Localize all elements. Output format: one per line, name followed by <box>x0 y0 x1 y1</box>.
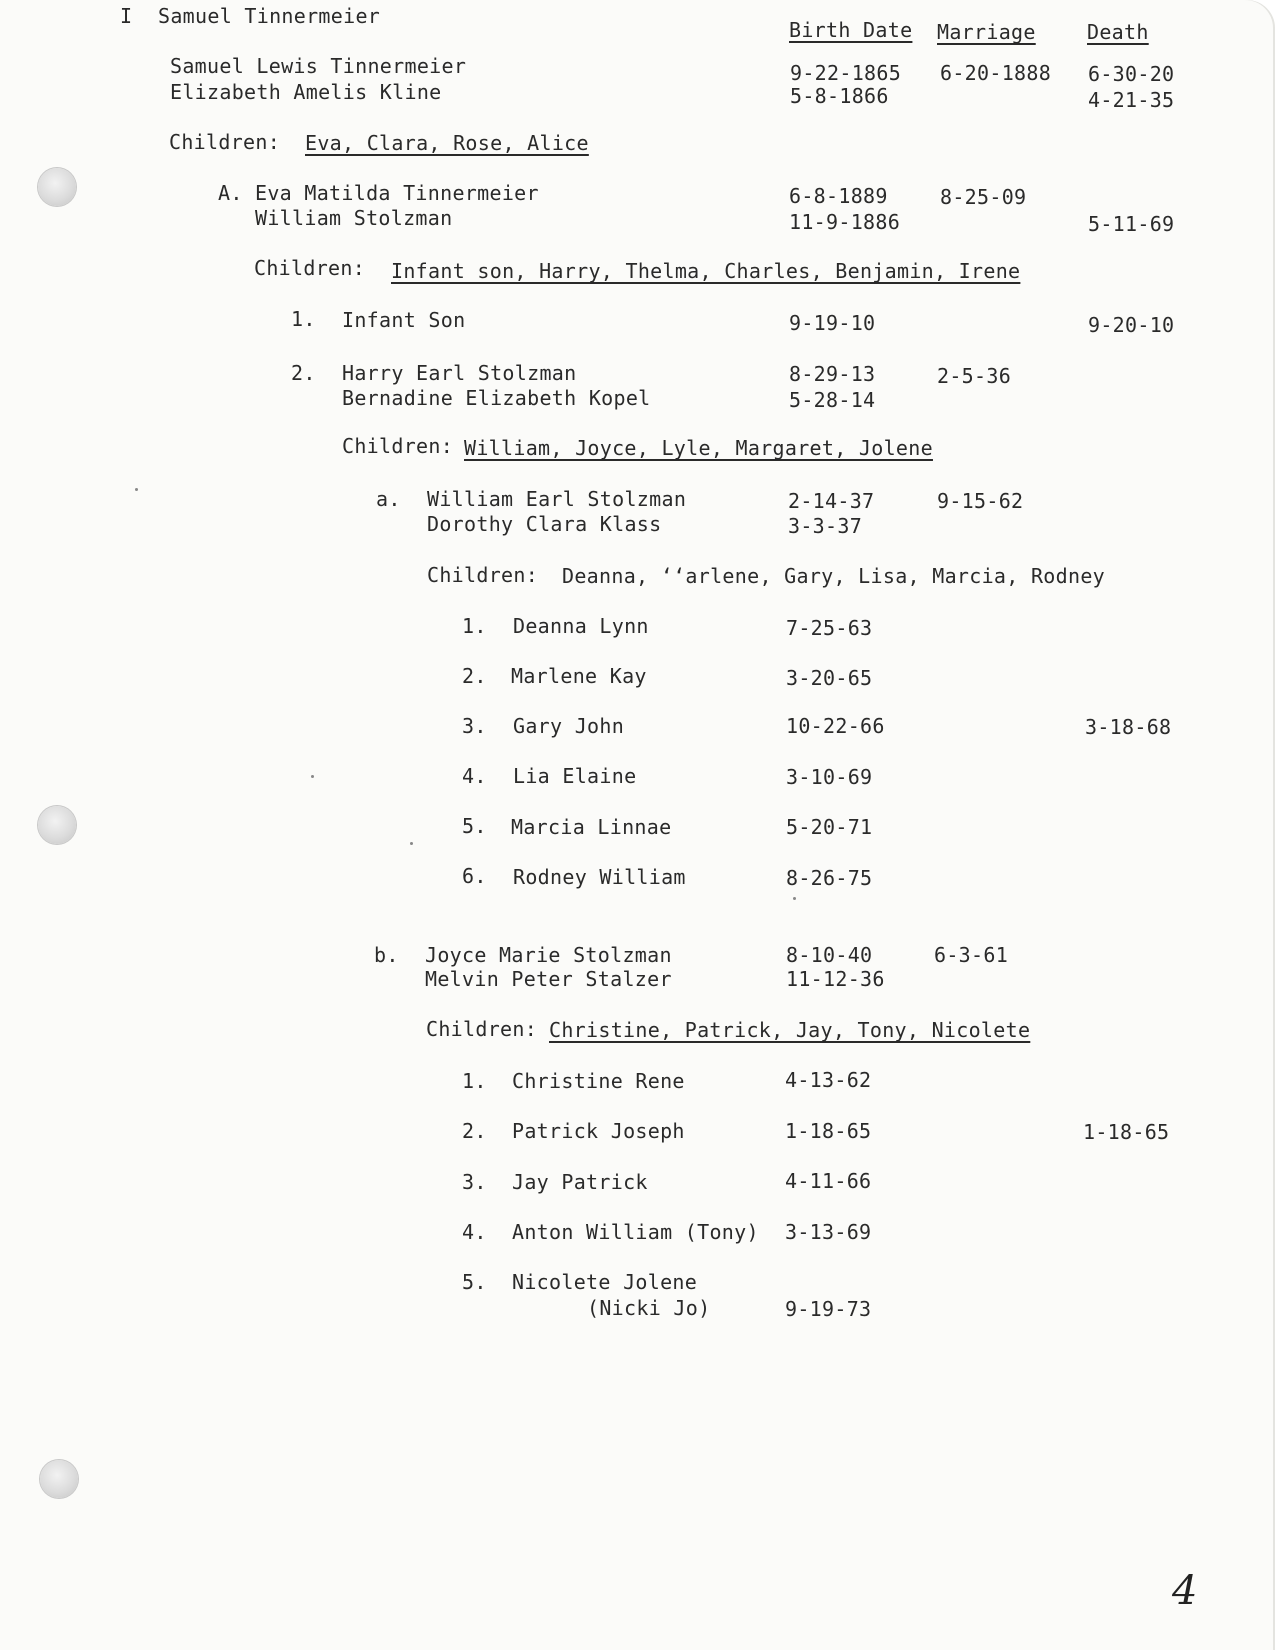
birth-date: 4-11-66 <box>785 1169 872 1193</box>
binder-hole-middle <box>38 806 76 844</box>
person-name: Eva Matilda Tinnermeier <box>255 181 539 205</box>
child-marker: 6. <box>462 864 487 888</box>
child-marker: 3. <box>462 714 487 738</box>
child-name: Marlene Kay <box>511 664 647 688</box>
person-name: Samuel Lewis Tinnermeier <box>170 54 467 78</box>
birth-date: 3-3-37 <box>788 514 863 538</box>
person-name: William Earl Stolzman <box>427 487 687 511</box>
child-name: Anton William (Tony) <box>512 1220 759 1244</box>
child-marker: 4. <box>462 764 487 788</box>
children-label: Children: <box>426 1017 538 1041</box>
birth-date: 7-25-63 <box>786 616 873 640</box>
person-name: Harry Earl Stolzman <box>342 361 577 385</box>
marriage-date: 8-25-09 <box>940 185 1027 209</box>
marriage-date: 6-20-1888 <box>940 61 1052 85</box>
birth-date: 5-28-14 <box>789 388 876 412</box>
birth-date: 3-13-69 <box>785 1220 872 1244</box>
entry-marker: b. <box>374 943 399 967</box>
birth-date: 8-29-13 <box>789 362 876 386</box>
person-name: Bernadine Elizabeth Kopel <box>342 386 651 410</box>
children-list: Christine, Patrick, Jay, Tony, Nicolete <box>549 1018 1031 1042</box>
birth-date: 10-22-66 <box>786 714 885 738</box>
birth-date: 6-8-1889 <box>789 184 888 208</box>
person-name: Melvin Peter Stalzer <box>425 967 672 991</box>
birth-date: 8-26-75 <box>786 866 873 890</box>
children-label: Children: <box>427 563 539 587</box>
paper-speck <box>135 488 138 491</box>
birth-date: 3-10-69 <box>786 765 873 789</box>
children-list: Deanna, ‘‘arlene, Gary, Lisa, Marcia, Rodney <box>562 564 1106 588</box>
birth-date: 11-12-36 <box>786 967 885 991</box>
binder-hole-bottom <box>40 1460 78 1498</box>
child-name: Nicolete Jolene <box>512 1270 698 1294</box>
child-marker: 2. <box>462 1119 487 1143</box>
death-date: 4-21-35 <box>1088 88 1175 112</box>
column-header-death: Death <box>1087 20 1149 44</box>
birth-date: 5-8-1866 <box>790 84 889 108</box>
person-name: Elizabeth Amelis Kline <box>170 80 442 104</box>
person-name: Infant Son <box>342 308 466 332</box>
entry-marker: 2. <box>291 361 316 385</box>
death-date: 9-20-10 <box>1088 313 1175 337</box>
paper-speck <box>311 775 314 778</box>
child-marker: 5. <box>462 814 487 838</box>
child-name: Lia Elaine <box>513 764 637 788</box>
birth-date: 11-9-1886 <box>789 210 901 234</box>
binder-hole-top <box>38 168 76 206</box>
person-name: Joyce Marie Stolzman <box>425 943 672 967</box>
child-marker: 2. <box>462 664 487 688</box>
column-header-marriage: Marriage <box>937 20 1036 44</box>
children-label: Children: <box>254 256 366 280</box>
person-name: Dorothy Clara Klass <box>427 512 662 536</box>
child-name: Deanna Lynn <box>513 614 649 638</box>
entry-marker: A. <box>218 181 243 205</box>
children-label: Children: <box>342 434 454 458</box>
child-name: Patrick Joseph <box>512 1119 685 1143</box>
birth-date: 9-19-73 <box>785 1297 872 1321</box>
marriage-date: 9-15-62 <box>937 489 1024 513</box>
children-list: William, Joyce, Lyle, Margaret, Jolene <box>464 436 933 460</box>
section-numeral: I <box>120 4 133 28</box>
children-label: Children: <box>169 130 281 154</box>
child-marker: 1. <box>462 614 487 638</box>
child-marker: 1. <box>462 1069 487 1093</box>
death-date: 6-30-20 <box>1088 62 1175 86</box>
birth-date: 5-20-71 <box>786 815 873 839</box>
column-header-birth-date: Birth Date <box>789 18 913 42</box>
birth-date: 1-18-65 <box>785 1119 872 1143</box>
birth-date: 8-10-40 <box>786 943 873 967</box>
death-date: 1-18-65 <box>1083 1120 1170 1144</box>
death-date: 3-18-68 <box>1085 715 1172 739</box>
children-list: Infant son, Harry, Thelma, Charles, Benjamin, Irene <box>391 259 1021 283</box>
death-date: 5-11-69 <box>1088 212 1175 236</box>
page-number: 4 <box>1172 1568 1198 1614</box>
child-marker: 5. <box>462 1270 487 1294</box>
entry-marker: 1. <box>291 307 316 331</box>
child-name-nickname: (Nicki Jo) <box>587 1296 711 1320</box>
child-name: Rodney William <box>513 865 686 889</box>
paper-speck <box>793 897 796 900</box>
marriage-date: 6-3-61 <box>934 943 1009 967</box>
person-name: William Stolzman <box>255 206 453 230</box>
child-name: Marcia Linnae <box>511 815 672 839</box>
child-name: Gary John <box>513 714 625 738</box>
children-list: Eva, Clara, Rose, Alice <box>305 131 589 155</box>
child-marker: 4. <box>462 1220 487 1244</box>
child-name: Jay Patrick <box>512 1170 648 1194</box>
birth-date: 3-20-65 <box>786 666 873 690</box>
child-marker: 3. <box>462 1170 487 1194</box>
paper-speck <box>410 842 413 845</box>
birth-date: 2-14-37 <box>788 489 875 513</box>
entry-marker: a. <box>376 487 401 511</box>
child-name: Christine Rene <box>512 1069 685 1093</box>
marriage-date: 2-5-36 <box>937 364 1012 388</box>
birth-date: 9-22-1865 <box>790 61 902 85</box>
birth-date: 9-19-10 <box>789 311 876 335</box>
section-title: Samuel Tinnermeier <box>158 4 381 28</box>
birth-date: 4-13-62 <box>785 1068 872 1092</box>
